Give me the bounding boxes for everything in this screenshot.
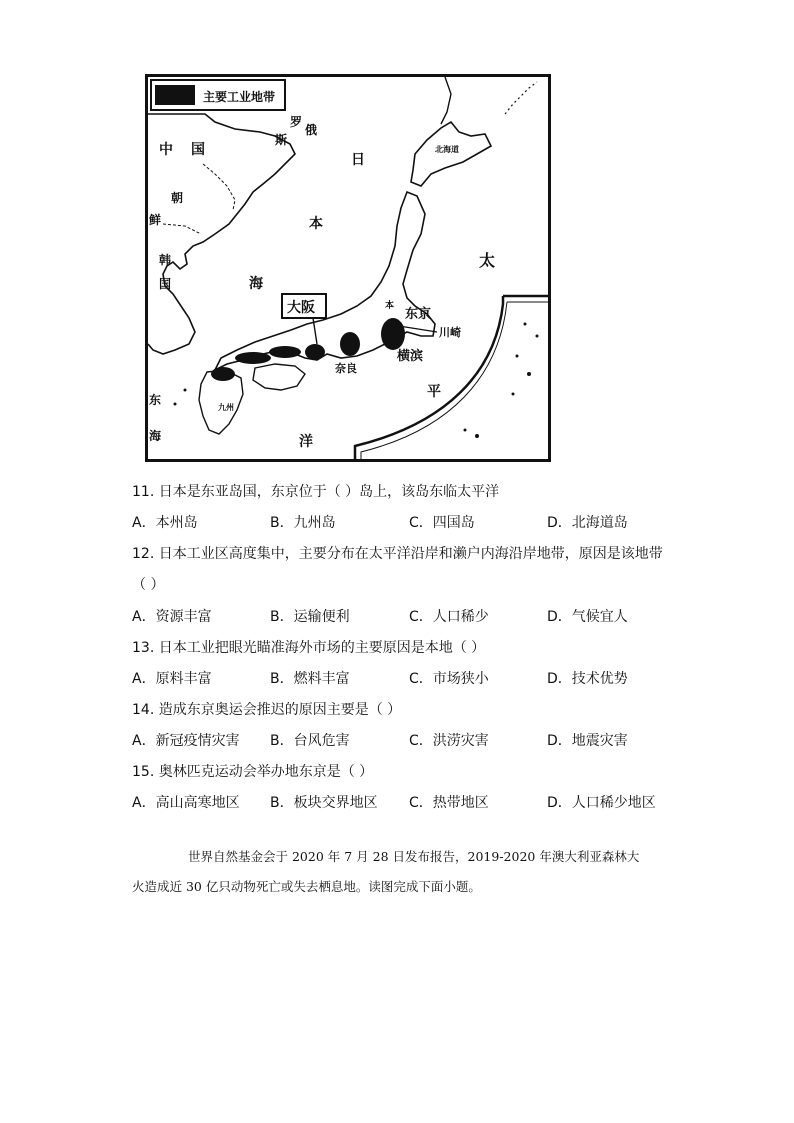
- option-a: [132, 669, 212, 689]
- question-11: [132, 482, 499, 502]
- question-text-cont: （ ）: [132, 577, 165, 593]
- option-text: 本州岛: [155, 515, 198, 531]
- question-12: [132, 544, 663, 564]
- question-number: 15.: [132, 764, 155, 780]
- china-label-2: 国: [191, 142, 205, 158]
- question-text: 日本工业区高度集中，主要分布在太平洋沿岸和濑户内海沿岸地带，原因是该地带: [158, 546, 663, 562]
- option-text: 北海道岛: [571, 515, 628, 531]
- option-text: 板块交界地区: [293, 795, 378, 811]
- option-text: 地震灾害: [571, 733, 628, 749]
- option-d: [547, 793, 656, 813]
- kyushu-label: 九州: [218, 403, 234, 412]
- option-text: 技术优势: [571, 671, 628, 687]
- russia-label-1: 俄: [305, 123, 318, 137]
- hokkaido-label: 北海道: [435, 145, 459, 154]
- option-text: 新冠疫情灾害: [155, 733, 240, 749]
- option-letter: C．: [409, 671, 433, 687]
- question-text: 奥林匹克运动会举办地东京是（ ）: [158, 764, 374, 780]
- option-text: 高山高寒地区: [155, 795, 240, 811]
- option-b: [270, 793, 378, 813]
- option-text: 九州岛: [293, 515, 336, 531]
- sea-of-japan-label-3: 海: [249, 276, 263, 292]
- question-15: [132, 762, 373, 782]
- korea-south-label-2: 国: [159, 277, 172, 291]
- option-letter: A．: [132, 609, 156, 625]
- option-text: 原料丰富: [155, 671, 212, 687]
- pacific-label-2: 平: [427, 384, 441, 400]
- option-letter: D．: [547, 795, 572, 811]
- option-letter: B．: [270, 671, 294, 687]
- question-12-cont: [132, 575, 164, 595]
- option-text: 运输便利: [293, 609, 350, 625]
- option-letter: B．: [270, 515, 294, 531]
- tokyo-label: 东京: [405, 307, 432, 322]
- osaka-label: 大阪: [287, 300, 315, 316]
- nara-label: 奈良: [335, 362, 357, 375]
- honshu-small-label: 本: [385, 301, 395, 311]
- option-c: [409, 669, 489, 689]
- option-letter: C．: [409, 733, 433, 749]
- option-b: [270, 607, 350, 627]
- question-13: [132, 638, 485, 658]
- option-letter: B．: [270, 795, 294, 811]
- yokohama-label: 横滨: [397, 349, 424, 364]
- option-text: 燃料丰富: [293, 671, 350, 687]
- option-d: [547, 669, 628, 689]
- option-text: 人口稀少: [432, 609, 489, 625]
- east-china-sea-label-2: 海: [149, 429, 162, 443]
- option-a: [132, 731, 240, 751]
- option-b: [270, 669, 350, 689]
- option-letter: B．: [270, 733, 294, 749]
- option-letter: B．: [270, 609, 294, 625]
- option-c: [409, 793, 489, 813]
- option-text: 市场狭小: [432, 671, 489, 687]
- passage-line-2: 火造成近 30 亿只动物死亡或失去栖息地。读图完成下面小题。: [132, 879, 481, 894]
- russia-label-3: 斯: [275, 133, 288, 147]
- option-c: [409, 513, 475, 533]
- option-d: [547, 607, 628, 627]
- option-letter: D．: [547, 515, 572, 531]
- sea-of-japan-label-1: 日: [351, 152, 365, 168]
- option-letter: A．: [132, 671, 156, 687]
- option-letter: C．: [409, 515, 433, 531]
- question-text: 日本是东亚岛国，东京位于（ ）岛上，该岛东临太平洋: [158, 484, 500, 500]
- option-a: [132, 793, 240, 813]
- question-number: 13.: [132, 640, 155, 656]
- russia-label-2: 罗: [290, 115, 303, 129]
- option-text: 热带地区: [432, 795, 489, 811]
- option-a: [132, 607, 212, 627]
- option-letter: D．: [547, 733, 572, 749]
- option-text: 资源丰富: [155, 609, 212, 625]
- option-a: [132, 513, 198, 533]
- pacific-label-1: 太: [479, 251, 496, 270]
- question-14: [132, 700, 401, 720]
- question-text: 造成东京奥运会推迟的原因主要是（ ）: [158, 702, 402, 718]
- east-china-sea-label-1: 东: [149, 393, 162, 407]
- china-label-1: 中: [159, 142, 173, 158]
- option-text: 洪涝灾害: [432, 733, 489, 749]
- korea-north-label-1: 朝: [171, 191, 184, 205]
- option-d: [547, 513, 628, 533]
- pacific-label-3: 洋: [299, 434, 313, 450]
- option-text: 四国岛: [432, 515, 475, 531]
- option-letter: D．: [547, 671, 572, 687]
- legend-label: 主要工业地带: [203, 90, 276, 104]
- option-letter: A．: [132, 515, 156, 531]
- question-number: 11.: [132, 484, 155, 500]
- korea-south-label-1: 韩: [159, 253, 172, 267]
- korea-north-label-2: 鲜: [149, 213, 162, 227]
- question-number: 14.: [132, 702, 155, 718]
- sea-of-japan-label-2: 本: [309, 216, 323, 232]
- option-b: [270, 731, 350, 751]
- option-letter: A．: [132, 733, 156, 749]
- question-number: 12.: [132, 546, 155, 562]
- option-b: [270, 513, 336, 533]
- reading-passage: [132, 842, 672, 902]
- map-legend: [151, 80, 285, 110]
- option-letter: A．: [132, 795, 156, 811]
- japan-industrial-map: [145, 74, 551, 462]
- option-d: [547, 731, 628, 751]
- question-text: 日本工业把眼光瞄准海外市场的主要原因是本地（ ）: [158, 640, 486, 656]
- option-text: 气候宜人: [571, 609, 628, 625]
- passage-line-1: 世界自然基金会于 2020 年 7 月 28 日发布报告，2019-2020 年澳大利亚森林大: [188, 849, 640, 864]
- option-text: 台风危害: [293, 733, 350, 749]
- option-letter: C．: [409, 795, 433, 811]
- option-c: [409, 607, 489, 627]
- option-c: [409, 731, 489, 751]
- option-letter: D．: [547, 609, 572, 625]
- option-letter: C．: [409, 609, 433, 625]
- option-text: 人口稀少地区: [571, 795, 656, 811]
- kawasaki-label: 川崎: [439, 326, 461, 339]
